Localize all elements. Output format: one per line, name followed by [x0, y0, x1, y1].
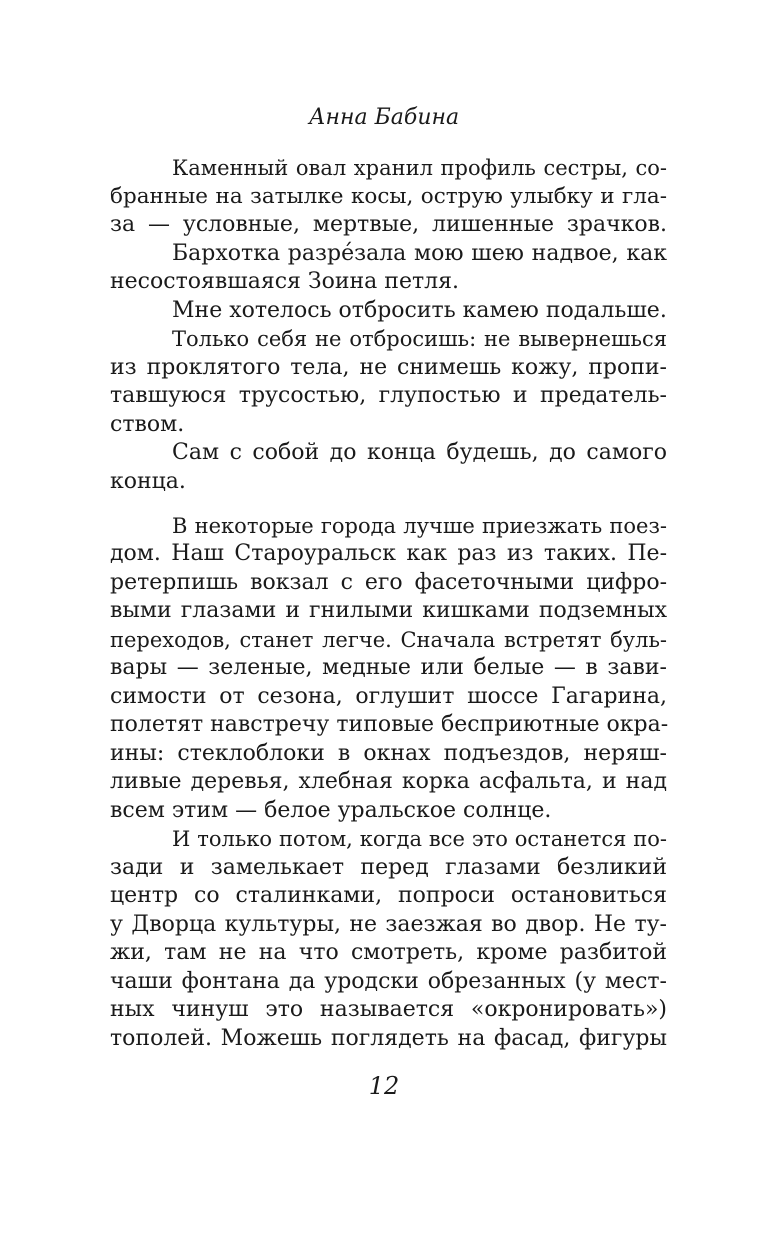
text-line: за — условные, мертвые, лишенные зрачков.: [110, 212, 667, 237]
text-line: ретерпишь вокзал с его фасеточными цифро-: [110, 570, 667, 595]
text-line: Сам с собой до конца будешь, до самого: [172, 440, 667, 465]
text-line: Каменный овал хранил профиль сестры, со-: [172, 156, 667, 180]
text-line: тавшуюся трусостью, глупостью и предатель-: [110, 383, 667, 408]
text-line: ных чинуш это называется «окронировать»): [110, 997, 667, 1022]
text-line: симости от сезона, оглушит шоссе Гагарина,: [110, 684, 667, 709]
text-line: выми глазами и гнилыми кишками подземных: [110, 598, 667, 623]
page-number: 12: [368, 1072, 400, 1100]
text-line: тополей. Можешь поглядеть на фасад, фигуры: [110, 1026, 667, 1051]
text-line: чаши фонтана да уродски обрезанных (у мест-: [110, 969, 667, 994]
text-line: Только себя не отбросишь: не вывернешься: [172, 327, 667, 351]
text-line: В некоторые города лучше приезжать поез-: [172, 514, 667, 538]
text-line: Мне хотелось отбросить камею подальше.: [172, 298, 667, 323]
text-line: дом. Наш Староуральск как раз из таких. Пе-: [110, 541, 667, 566]
text-line: вары — зеленые, медные или белые — в зави-: [110, 655, 667, 680]
text-line: переходов, станет легче. Сначала встретят буль-: [110, 628, 667, 652]
text-line: у Дворца культуры, не заезжая во двор. Не ту-: [110, 912, 667, 937]
text-line: зади и замелькает перед глазами безликий: [110, 855, 667, 880]
text-line: Бархотка разре́зала мою шею надвое, как: [172, 241, 667, 266]
text-line: несостоявшаяся Зоина петля.: [110, 269, 459, 294]
text-line: конца.: [110, 469, 186, 494]
text-line: бранные на затылке косы, острую улыбку и гла-: [110, 184, 667, 209]
text-line: И только потом, когда все это останется по-: [172, 827, 667, 851]
text-line: ством.: [110, 412, 185, 437]
text-line: центр со сталинками, попроси остановиться: [110, 883, 667, 908]
running-head-author: Анна Бабина: [308, 105, 460, 130]
text-line: всем этим — белое уральское солнце.: [110, 798, 552, 823]
text-line: полетят навстречу типовые бесприютные окра-: [110, 712, 669, 737]
text-line: из проклятого тела, не снимешь кожу, пропи-: [110, 355, 667, 380]
text-line: ины: стеклоблоки в окнах подъездов, неряш-: [110, 741, 667, 766]
text-line: жи, там не на что смотреть, кроме разбитой: [110, 940, 667, 965]
text-line: ливые деревья, хлебная корка асфальта, и над: [110, 769, 667, 794]
